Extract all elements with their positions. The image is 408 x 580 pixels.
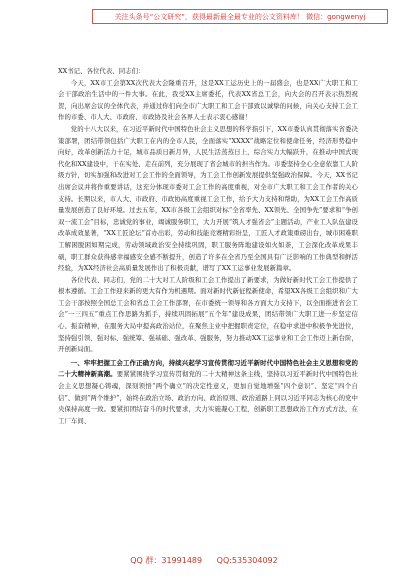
footer: [0, 555, 408, 566]
header-banner: 关注头条号“公文研究”，获得最新最全最专业的公文资料库！ 微信：gongwenyj: [92, 9, 388, 24]
section-body: 要紧紧围绕学习宣传贯彻党的二十大精神这条主线，坚持以习近平新时代中国特色社会主义思想凝心铸魂，深刻领悟“两个确立”的决定性意义，更加自觉地增强“四个意识”、坚定“四个自信”、做到“两个维护”，始终在政治立场、政治方向、政治原则、政治道路上同以习近平同志为核心的党中央保持高度一致。要紧扣团结奋斗的时代要求，大力实施凝心工程，创新职工思想政治工作方式方法，在工厂车间、: [58, 370, 358, 425]
paragraph-3: 各位代表、同志们，党的二十大对工人阶级和工会工作提出了新要求，为做好新时代工会工作提供了根本遵循。工会工作迎来新的更大有作为机遇期。面对新时代新征程新使命，希望XX各级工会组织和广大工会干部按照全国总工会和省总工会工作部署，在市委统一领导和各方面大力支持下，以全面推进省会工会“一三四五”重点工作思路为抓手，持续巩固拓展“五个年”建设成果，团结带领广大职工进一步坚定信心、振奋精神，在服务大局中提高政治站位，在聚焦主业中把握职责定位，在稳中求进中积极争先进位，坚持强引领、强对标、强统筹、强基础、强改革、强服务，努力推动XX工运事业和工会工作迈上新台阶，开创新局面。: [58, 275, 358, 354]
document-body: [58, 66, 358, 427]
greeting: XX书记、各位代表、同志们：: [58, 67, 145, 75]
section-paragraph: [58, 358, 358, 428]
paragraph-2: 党的十八大以来，在习近平新时代中国特色社会主义思想的科学指引下，XX市委认真贯彻落实省委决策部署，团结带领包括广大职工在内的全市人民，全面落实“XXXX”战略定位和使命任务，经济形势稳中向好，改革创新活力十足，城市品质日新月异，人民生活蒸蒸日上，综合实力大幅跃升，在推动中国式现代化和XX建设中，干在实处、走在前列，充分展现了省会城市的担当作为。市委坚持全心全意依靠工人阶级方针，切实加强和改进对工会工作的全面领导，为工会工作创新发展提供坚强政治保障。今天，XX书记出席会议并将作重要讲话，这充分体现市委对工会工作的高度重视，对全市广大职工和工会工作者的关心支持。长期以来，市人大、市政府、市政协高度重视工会工作，给予大力支持和帮助，为XX工会工作高质量发展创造了良好环境。过去五年，XX市各级工会组织对标“全省率先、XX领先、全国争先”要求和“争创双一流工会”目标，忠诚党的事业，竭诚服务职工，大力开展“筑人才强省会”主题活动，产业工人队伍建设改革成效显著，“XX工匠论坛”首办出彩，劳动和技能竞赛精彩纷呈，工匠人才政策重磅出台，城市困难职工解困脱困如期完成，劳动领域政治安全持续巩固，职工服务阵地建设如火如荼，工会深化改革成果丰硕，职工群众获得感幸福感安全感不断提升，创造了许多在全省乃至全国具有广泛影响的工作典型和鲜活经验，为XX经济社会高质量发展作出了积极贡献，谱写了XX工运事业发展新篇章。: [58, 124, 358, 273]
paragraph-1: 今天，XX市工会第XX次代表大会隆重召开，这是XX工运历史上的一届盛会，也是XX广大职工和工会干部政治生活中的一件大事。在此，我受XX主席委托，代表XX省总工会，向大会的召开表示热烈祝贺，向出席会议的全体代表，并通过你们向全市广大职工和工会干部致以诚挚的问候，向关心支持工会工作的市委、市人大、市政府、市政协及社会各界人士表示衷心感谢！: [58, 78, 358, 122]
footer-qq: QQ:535304092: [216, 556, 278, 565]
footer-qq-group: QQ 群：31991489: [130, 556, 203, 565]
section-heading: 一、牢牢把握工会工作正确方向，持续兴起学习宣传贯彻习近平新时代中国特色社会主义思想和党的二十大精神新高潮。: [58, 358, 358, 379]
